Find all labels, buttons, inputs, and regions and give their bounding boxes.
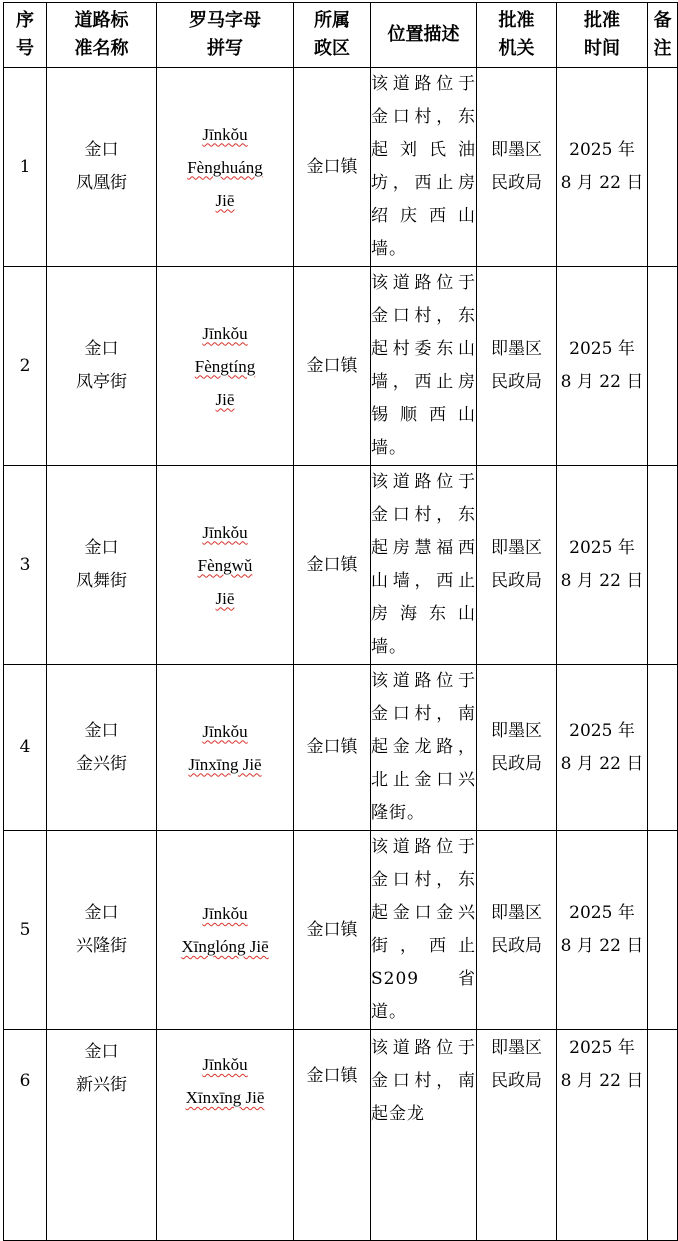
header-name-line: 道路标 [74, 10, 129, 31]
cell-roman-line: Jīnkǒu [202, 721, 248, 741]
header-no [4, 3, 47, 68]
table-row [4, 831, 678, 1030]
cell-roman-line: Jīnkǒu [202, 522, 248, 542]
cell-authority-line: 民政局 [491, 936, 542, 956]
cell-district: 金口镇 [294, 267, 371, 466]
cell-roman [157, 68, 294, 267]
cell-roman-line: Xīnxīng Jiē [185, 1088, 265, 1107]
cell-roman [157, 267, 294, 466]
cell-name [47, 1030, 157, 1241]
header-district-line: 政区 [314, 38, 350, 59]
cell-desc-text: 该道路位于金口村，东起房慧福西山墙，西止房海东山墙。 [371, 472, 476, 657]
cell-time-line: 8 月 22 日 [560, 571, 644, 591]
header-desc [371, 3, 477, 68]
cell-note [648, 665, 678, 831]
cell-name-line: 兴隆街 [76, 936, 127, 956]
road-names-table [3, 2, 678, 1241]
cell-note [648, 466, 678, 665]
cell-roman [157, 831, 294, 1030]
cell-authority-line: 即墨区 [491, 538, 542, 558]
cell-time-line: 2025 年 [569, 1038, 635, 1058]
header-roman-line: 罗马字母 [189, 10, 261, 31]
cell-name-line: 新兴街 [76, 1075, 127, 1095]
header-district [294, 3, 371, 68]
cell-name-line: 金口 [84, 1042, 119, 1062]
cell-desc [371, 466, 477, 665]
cell-roman-line: Jiē [215, 190, 235, 210]
header-time-line: 批准 [584, 10, 620, 31]
cell-roman-line: Jiē [215, 588, 235, 608]
cell-roman-line: Xīnglóng Jiē [181, 937, 269, 956]
header-no-line: 序 [16, 10, 34, 31]
cell-time [557, 1030, 648, 1241]
cell-name [47, 665, 157, 831]
cell-time-line: 2025 年 [569, 339, 635, 359]
cell-no: 5 [4, 831, 47, 1030]
header-note-line: 注 [653, 38, 672, 59]
cell-desc [371, 1030, 477, 1241]
header-row [4, 3, 678, 68]
header-time-line: 时间 [584, 38, 620, 59]
header-roman-line: 拼写 [207, 38, 243, 59]
cell-time-line: 8 月 22 日 [560, 1071, 644, 1091]
header-roman [157, 3, 294, 68]
cell-name-line: 金口 [84, 720, 119, 741]
cell-time [557, 831, 648, 1030]
cell-authority [477, 1030, 557, 1241]
cell-name-line: 金口 [84, 339, 119, 359]
cell-authority-line: 民政局 [491, 173, 542, 193]
cell-time [557, 68, 648, 267]
cell-authority [477, 267, 557, 466]
table-row [4, 466, 678, 665]
cell-roman [157, 1030, 294, 1241]
cell-authority [477, 831, 557, 1030]
cell-roman-line: Fèngtíng [194, 356, 256, 376]
cell-time-line: 8 月 22 日 [560, 753, 644, 774]
cell-roman-line: Fèngwǔ [197, 555, 253, 575]
cell-authority-line: 民政局 [491, 372, 542, 392]
header-name [47, 3, 157, 68]
cell-time-line: 2025 年 [569, 720, 635, 741]
cell-name-line: 凤凰街 [76, 173, 127, 193]
cell-authority-line: 即墨区 [491, 140, 542, 160]
cell-time [557, 267, 648, 466]
cell-roman-line: Jiē [215, 389, 235, 409]
header-time [557, 3, 648, 68]
cell-desc-text: 该道路位于金口村，东起村委东山墙，西止房锡顺西山墙。 [371, 273, 476, 458]
cell-roman [157, 466, 294, 665]
cell-roman-line: Jīnkǒu [202, 124, 248, 144]
cell-district: 金口镇 [294, 1030, 371, 1241]
cell-authority-line: 即墨区 [491, 903, 542, 923]
cell-desc-text: 该道路位于金口村，东起刘氏油坊，西止房绍庆西山墙。 [371, 74, 476, 259]
header-note-line: 备 [653, 10, 672, 31]
cell-name [47, 68, 157, 267]
cell-time-line: 2025 年 [569, 538, 635, 558]
cell-desc-text: 该道路位于金口村，东起金口金兴街，西止 S209 省道。 [371, 837, 476, 1022]
cell-no: 1 [4, 68, 47, 267]
cell-name [47, 267, 157, 466]
cell-note [648, 831, 678, 1030]
cell-desc-text: 该道路位于金口村，南起金龙 [371, 1038, 476, 1124]
cell-authority-line: 即墨区 [491, 339, 542, 359]
cell-name-line: 金口 [84, 140, 119, 160]
cell-roman-line: Jīnkǒu [202, 323, 248, 343]
table-row [4, 1030, 678, 1241]
cell-note [648, 1030, 678, 1241]
table-row [4, 665, 678, 831]
cell-time-line: 8 月 22 日 [560, 173, 644, 193]
cell-roman-line: Jīnkǒu [202, 1055, 248, 1074]
header-name-line: 准名称 [74, 38, 129, 59]
cell-authority [477, 68, 557, 267]
cell-time [557, 665, 648, 831]
cell-note [648, 267, 678, 466]
cell-time-line: 2025 年 [569, 140, 635, 160]
table-row [4, 68, 678, 267]
cell-district: 金口镇 [294, 466, 371, 665]
cell-district: 金口镇 [294, 665, 371, 831]
cell-no: 6 [4, 1030, 47, 1241]
cell-name-line: 金口 [84, 903, 119, 923]
header-no-line: 号 [16, 38, 34, 59]
cell-time-line: 8 月 22 日 [560, 936, 644, 956]
cell-desc [371, 831, 477, 1030]
cell-desc [371, 665, 477, 831]
cell-name-line: 金兴街 [76, 753, 127, 774]
cell-time [557, 466, 648, 665]
cell-name-line: 凤舞街 [76, 571, 127, 591]
cell-name-line: 凤亭街 [76, 372, 127, 392]
cell-roman-line: Jīnxīng Jiē [188, 754, 262, 774]
cell-name [47, 466, 157, 665]
cell-authority-line: 民政局 [491, 753, 542, 774]
cell-authority-line: 民政局 [491, 1071, 542, 1091]
cell-district: 金口镇 [294, 831, 371, 1030]
cell-name-line: 金口 [84, 538, 119, 558]
cell-note [648, 68, 678, 267]
cell-time-line: 8 月 22 日 [560, 372, 644, 392]
cell-no: 3 [4, 466, 47, 665]
header-note [648, 3, 678, 68]
cell-authority [477, 665, 557, 831]
cell-authority-line: 即墨区 [491, 720, 542, 741]
header-district-line: 所属 [314, 10, 350, 31]
document-page [3, 2, 672, 1124]
cell-desc [371, 68, 477, 267]
cell-no: 4 [4, 665, 47, 831]
header-authority [477, 3, 557, 68]
cell-no: 2 [4, 267, 47, 466]
cell-authority-line: 即墨区 [491, 1038, 542, 1058]
cell-desc [371, 267, 477, 466]
cell-roman [157, 665, 294, 831]
cell-roman-line: Fènghuáng [187, 157, 263, 177]
cell-desc-text: 该道路位于金口村，南起金龙路，北止金口兴隆街。 [371, 671, 476, 823]
header-desc-line: 位置描述 [387, 24, 460, 45]
cell-time-line: 2025 年 [569, 903, 635, 923]
cell-name [47, 831, 157, 1030]
cell-authority [477, 466, 557, 665]
table-row [4, 267, 678, 466]
cell-roman-line: Jīnkǒu [202, 904, 248, 923]
cell-authority-line: 民政局 [491, 571, 542, 591]
cell-district: 金口镇 [294, 68, 371, 267]
header-authority-line: 机关 [498, 38, 535, 59]
header-authority-line: 批准 [498, 10, 535, 31]
